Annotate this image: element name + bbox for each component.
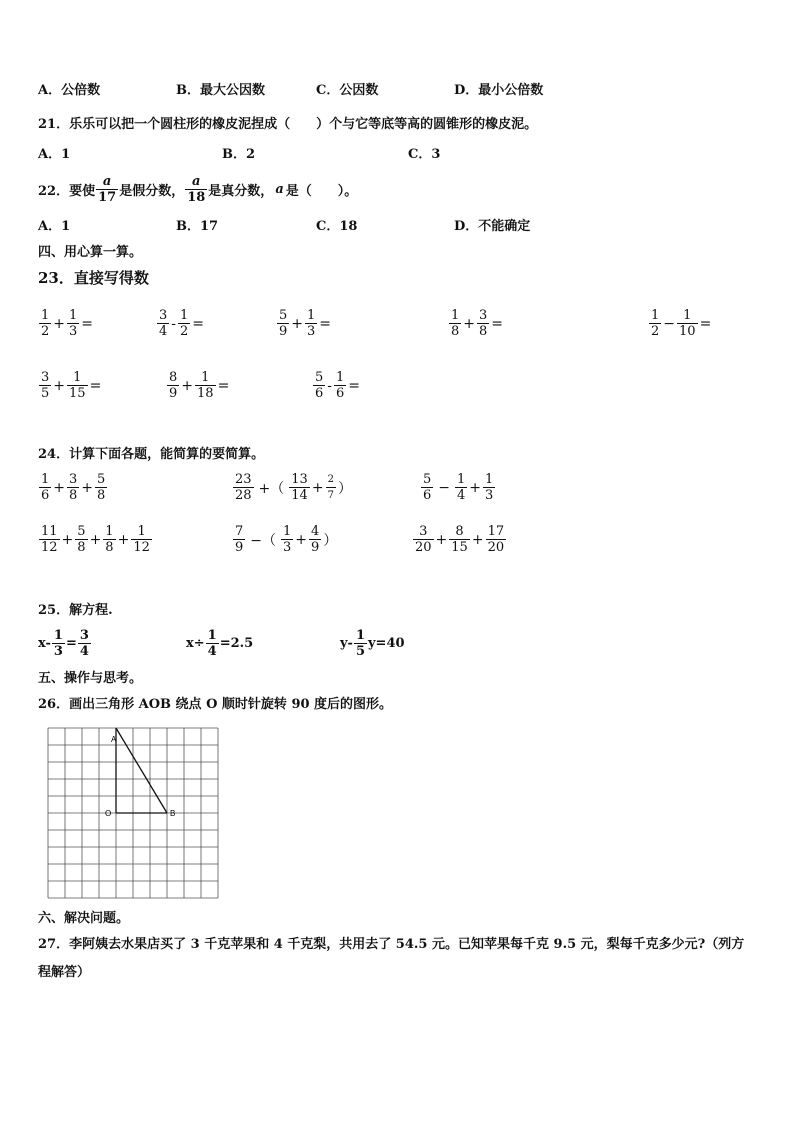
section-5-heading: 五、操作与思考。 [38, 671, 143, 686]
q22-suffix: 是（ ）。 [285, 184, 358, 199]
q25-equation-3: y- $\frac{1}{5}$ y=40 [340, 628, 405, 659]
q21-option-a: A．1 [38, 147, 71, 162]
q23-expression: $\frac{1}{8}$ + $\frac{3}{8}$ = [451, 308, 504, 339]
q22-option-a: A．1 [38, 219, 71, 234]
q24-title: 24．计算下面各题，能简算的要简算。 [38, 447, 265, 462]
q24-expr-3: $\frac{5}{6}$ − $\frac{1}{4}$ + $\frac{1}{3}$ [423, 472, 494, 503]
q24-expr-6: $\frac{3}{20}$ + $\frac{8}{15}$ + $\frac{17}{20}$ [415, 524, 505, 555]
q22-f2-num: a [192, 174, 201, 189]
q23-expression: $\frac{5}{6}$ - $\frac{1}{6}$ = [315, 370, 361, 401]
section-4-heading: 四、用心算一算。 [38, 245, 143, 260]
q25-equation-2: x÷ $\frac{1}{4}$ =2.5 [186, 628, 254, 659]
rotation-grid-figure [46, 726, 222, 902]
point-o-label: O [105, 809, 112, 818]
q22-fraction-1 [96, 174, 118, 205]
q24-expr-5: $\frac{7}{9}$ −（ $\frac{1}{3}$ + $\frac{4}{9}$ ） [235, 524, 338, 555]
q25-eq2-suffix: =2.5 [219, 636, 254, 651]
q25-eq1-prefix: x- [38, 636, 51, 651]
q25-title: 25．解方程. [38, 603, 113, 618]
q23-expression: $\frac{5}{9}$ + $\frac{1}{3}$ = [279, 308, 332, 339]
q25-eq2-prefix: x÷ [186, 636, 205, 651]
q26-title: 26．画出三角形 AOB 绕点 O 顺时针旋转 90 度后的图形。 [38, 697, 393, 712]
q23-expression: $\frac{8}{9}$ + $\frac{1}{18}$ = [169, 370, 230, 401]
q25-eq3-suffix: y=40 [368, 636, 405, 651]
point-b-label: B [170, 809, 176, 818]
q27-line-2: 程解答） [38, 965, 91, 980]
q24-expr-4: $\frac{11}{12}$ + $\frac{5}{8}$ + $\frac{1}{8}$ + $\frac{1}{12}$ [41, 524, 150, 555]
q22-option-c: C．18 [316, 219, 358, 234]
q21-text: 21．乐乐可以把一个圆柱形的橡皮泥捏成（ ）个与它等底等高的圆锥形的橡皮泥。 [38, 117, 538, 132]
q23-expression: $\frac{1}{2}$ − $\frac{1}{10}$ = [651, 308, 712, 339]
q22-mid2: 是真分数， [208, 184, 274, 199]
q21-option-b: B．2 [222, 147, 256, 162]
q22-mid1: 是假分数， [119, 184, 185, 199]
q24-expr-1: $\frac{1}{6}$ + $\frac{3}{8}$ + $\frac{5}{8}$ [41, 472, 106, 503]
q25-eq1-equals: = [65, 636, 77, 651]
q22-f1-den: 17 [98, 190, 117, 205]
q21-option-c: C．3 [408, 147, 441, 162]
point-a-label: A [111, 735, 117, 744]
q20-option-c: C．公因数 [316, 83, 379, 98]
q22-text [38, 174, 357, 205]
q22-prefix: 22．要使 [38, 184, 96, 199]
q25-equation-1: x- $\frac{1}{3}$ = $\frac{3}{4}$ [38, 628, 89, 659]
q23-expression: $\frac{3}{5}$ + $\frac{1}{15}$ = [41, 370, 102, 401]
q24-expr-2: $\frac{23}{28}$ +（ $\frac{13}{14}$ + $\frac{2}{7}$ ） [235, 472, 352, 503]
q22-option-d: D．不能确定 [454, 219, 531, 234]
q20-option-b: B．最大公因数 [176, 83, 265, 98]
q22-fraction-2 [185, 174, 207, 205]
q27-line-1: 27．李阿姨去水果店买了 3 千克苹果和 4 千克梨，共用去了 54.5 元。已知苹果每千克 9.5 元，梨每千克多少元?（列方 [38, 937, 745, 952]
q20-option-a: A．公倍数 [38, 83, 101, 98]
segment-ab [116, 728, 167, 813]
q22-f2-den: 18 [187, 190, 206, 205]
q22-var: a [275, 182, 284, 197]
section-6-heading: 六、解决问题。 [38, 911, 130, 926]
q23-expression: $\frac{3}{4}$ - $\frac{1}{2}$ = [159, 308, 205, 339]
q25-eq3-prefix: y- [340, 636, 353, 651]
q20-option-d: D．最小公倍数 [454, 83, 544, 98]
q22-f1-num: a [102, 174, 112, 189]
q22-option-b: B．17 [176, 219, 219, 234]
q23-title: 23．直接写得数 [38, 269, 149, 287]
q23-expression: $\frac{1}{2}$ + $\frac{1}{3}$ = [41, 308, 94, 339]
